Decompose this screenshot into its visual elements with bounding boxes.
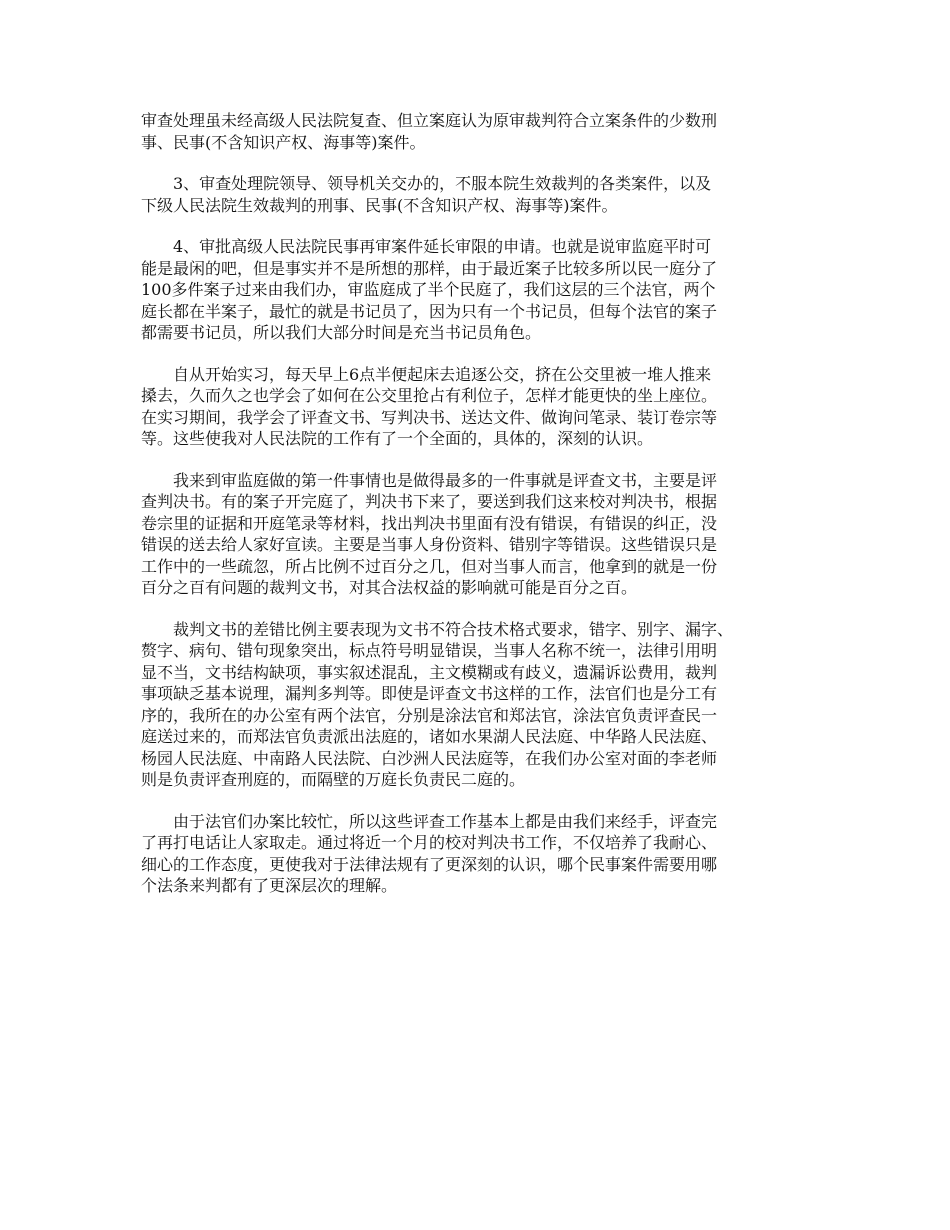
text-line: 显不当，文书结构缺项，事实叙述混乱，主文模糊或有歧义，遗漏诉讼费用，裁判 [141, 662, 718, 682]
text-line: 由于法官们办案比较忙，所以这些评查工作基本上都是由我们来经手，评查完 [141, 811, 718, 831]
text-line: 下级人民法院生效裁判的刑事、民事(不含知识产权、海事等)案件。 [141, 195, 618, 215]
paragraph [141, 173, 825, 216]
text-line: 序的，我所在的办公室有两个法官，分别是涂法官和郑法官，涂法官负责评查民一 [141, 705, 718, 725]
text-line: 4、审批高级人民法院民事再审案件延长审限的申请。也就是说审监庭平时可 [141, 237, 712, 256]
text-line: 审查处理虽未经高级人民法院复查、但立案庭认为原审裁判符合立案条件的少数刑 [141, 111, 718, 130]
text-line: 100多件案子过来由我们办，审监庭成了半个民庭了，我们这层的三个法官，两个 [141, 280, 716, 299]
text-line: 庭长都在半案子，最忙的就是书记员了，因为只有一个书记员，但每个法官的案子 [141, 301, 718, 321]
text-line: 细心的工作态度，更使我对于法律法规有了更深刻的认识，哪个民事案件需要用哪 [141, 854, 718, 874]
paragraph [141, 811, 825, 897]
text-line: 查判决书。有的案子开完庭了，判决书下来了，要送到我们这来校对判决书，根据 [141, 492, 718, 511]
text-line: 庭送过来的，而郑法官负责派出法庭的，诸如水果湖人民法庭、中华路人民法庭、 [141, 727, 718, 746]
paragraph [141, 364, 825, 450]
text-line: 搡去，久而久之也学会了如何在公交里抢占有利位子，怎样才能更快的坐上座位。 [141, 386, 718, 405]
text-line: 事、民事(不含知识产权、海事等)案件。 [141, 132, 426, 152]
text-line: 赘字、病句、错句现象突出，标点符号明显错误，当事人名称不统一，法律引用明 [141, 641, 718, 660]
paragraph [141, 110, 825, 153]
text-line: 卷宗里的证据和开庭笔录等材料，找出判决书里面有没有错误，有错误的纠正，没 [141, 513, 718, 533]
text-line: 事项缺乏基本说理，漏判多判等。即使是评查文书这样的工作，法官们也是分工有 [141, 684, 718, 703]
text-line: 百分之百有问题的裁判文书，对其合法权益的影响就可能是百分之百。 [141, 578, 638, 597]
text-line: 工作中的一些疏忽，所占比例不过百分之几，但对当事人而言，他拿到的就是一份 [141, 556, 718, 576]
text-line: 3、审查处理院领导、领导机关交办的，不服本院生效裁判的各类案件，以及 [141, 174, 712, 193]
paragraph [141, 236, 825, 344]
document-body [141, 110, 825, 897]
text-line: 了再打电话让人家取走。通过将近一个月的校对判决书工作，不仅培养了我耐心、 [141, 833, 718, 852]
text-line: 错误的送去给人家好宣读。主要是当事人身份资料、错别字等错误。这些错误只是 [141, 535, 718, 554]
text-line: 则是负责评查刑庭的，而隔壁的万庭长负责民二庭的。 [141, 770, 526, 789]
text-line: 裁判文书的差错比例主要表现为文书不符合技术格式要求，错字、别字、漏字、 [141, 619, 734, 639]
text-line: 杨园人民法庭、中南路人民法院、白沙洲人民法庭等，在我们办公室对面的李老师 [141, 748, 718, 768]
text-line: 我来到审监庭做的第一件事情也是做得最多的一件事就是评查文书，主要是评 [141, 470, 718, 490]
text-line: 自从开始实习，每天早上6点半便起床去追逐公交，挤在公交里被一堆人推来 [141, 364, 712, 384]
text-line: 在实习期间，我学会了评查文书、写判决书、送达文件、做询问笔录、装订卷宗等 [141, 407, 718, 427]
text-line: 都需要书记员，所以我们大部分时间是充当书记员角色。 [141, 323, 542, 342]
text-line: 个法条来判都有了更深层次的理解。 [141, 876, 398, 895]
text-line: 能是最闲的吧，但是事实并不是所想的那样，由于最近案子比较多所以民一庭分了 [141, 258, 718, 278]
paragraph [141, 619, 825, 791]
text-line: 等。这些使我对人民法院的工作有了一个全面的，具体的，深刻的认识。 [141, 429, 654, 448]
paragraph [141, 470, 825, 599]
